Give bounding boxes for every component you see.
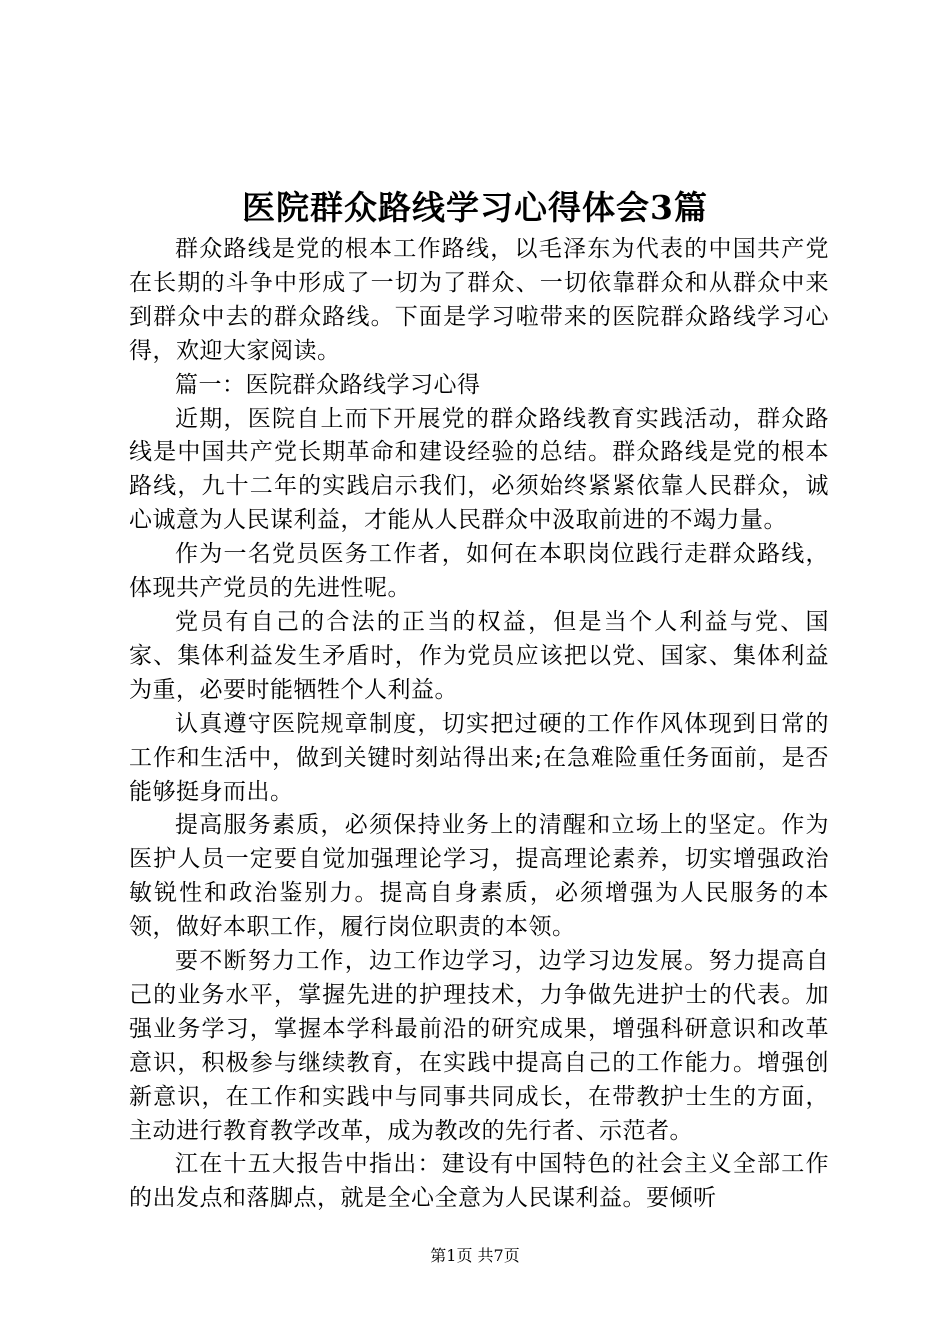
paragraph: 党员有自己的合法的正当的权益，但是当个人利益与党、国家、集体利益发生矛盾时，作为党员应该把以党、国家、集体利益为重，必要时能牺牲个人利益。 xyxy=(129,608,829,703)
section-heading: 篇一：医院群众路线学习心得 xyxy=(175,371,481,398)
paragraph: 提高服务素质，必须保持业务上的清醒和立场上的坚定。作为医护人员一定要自觉加强理论学习，提高理论素养，切实增强政治敏锐性和政治鉴别力。提高自身素质，必须增强为人民服务的本领，做好本职工作，履行岗位职责的本领。 xyxy=(129,812,829,941)
paragraph: 群众路线是党的根本工作路线，以毛泽东为代表的中国共产党在长期的斗争中形成了一切为了群众、一切依靠群众和从群众中来到群众中去的群众路线。下面是学习啦带来的医院群众路线学习心得，欢迎大家阅读。 xyxy=(129,236,829,364)
paragraph: 近期，医院自上而下开展党的群众路线教育实践活动，群众路线是中国共产党长期革命和建设经验的总结。群众路线是党的根本路线，九十二年的实践启示我们，必须始终紧紧依靠人民群众，诚心诚意为人民谋利益，才能从人民群众中汲取前进的不竭力量。 xyxy=(129,405,829,534)
paragraph: 认真遵守医院规章制度，切实把过硬的工作作风体现到日常的工作和生活中，做到关键时刻站得出来;在急难险重任务面前，是否能够挺身而出。 xyxy=(129,710,829,805)
document-title: 医院群众路线学习心得体会3篇 xyxy=(242,188,708,227)
paragraph: 要不断努力工作，边工作边学习，边学习边发展。努力提高自己的业务水平，掌握先进的护理技术，力争做先进护士的代表。加强业务学习，掌握本学科最前沿的研究成果，增强科研意识和改革意识，积极参与继续教育，在实践中提高自己的工作能力。增强创新意识，在工作和实践中与同事共同成长，在带教护士生的方面，主动进行教育教学改革，成为教改的先行者、示范者。 xyxy=(129,948,829,1144)
paragraph: 作为一名党员医务工作者，如何在本职岗位践行走群众路线，体现共产党员的先进性呢。 xyxy=(129,541,829,602)
document-body xyxy=(129,233,829,1216)
page-number-footer: 第1页 共7页 xyxy=(430,1246,520,1265)
paragraph: 江在十五大报告中指出：建设有中国特色的社会主义全部工作的出发点和落脚点，就是全心全意为人民谋利益。要倾听 xyxy=(129,1151,829,1212)
